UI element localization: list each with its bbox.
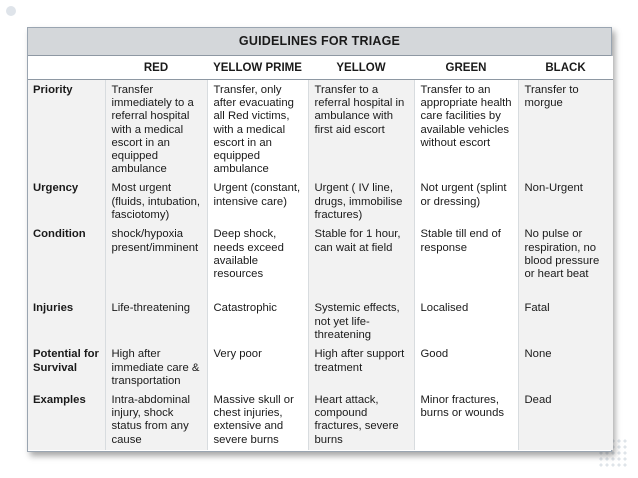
- table-cell: Systemic effects, not yet life-threatening: [308, 298, 414, 344]
- header-row: [28, 56, 613, 80]
- table-cell: Heart attack, compound fractures, severe burns: [308, 390, 414, 450]
- table-cell: Minor fractures, burns or wounds: [414, 390, 518, 450]
- row-label: Potential for Survival: [28, 344, 105, 390]
- table-cell: shock/hypoxia present/imminent: [105, 224, 207, 298]
- table-cell: Localised: [414, 298, 518, 344]
- table-cell: Transfer immediately to a referral hospital with a medical escort in an equipped ambulance: [105, 80, 207, 179]
- table-row-potential-for-survival: [28, 344, 613, 390]
- table-cell: Urgent ( IV line, drugs, immobilise fractures): [308, 178, 414, 224]
- table-cell: High after immediate care & transportation: [105, 344, 207, 390]
- table-cell: Transfer to a referral hospital in ambulance with first aid escort: [308, 80, 414, 179]
- column-header-yellow-prime: YELLOW PRIME: [207, 56, 308, 80]
- table-cell: Most urgent (fluids, intubation, fasciotomy): [105, 178, 207, 224]
- table-row-urgency: [28, 178, 613, 224]
- column-header-green: GREEN: [414, 56, 518, 80]
- row-label: Urgency: [28, 178, 105, 224]
- table-cell: Transfer to morgue: [518, 80, 613, 179]
- table-row-condition: [28, 224, 613, 298]
- table-cell: Fatal: [518, 298, 613, 344]
- table-row-injuries: [28, 298, 613, 344]
- table-cell: Not urgent (splint or dressing): [414, 178, 518, 224]
- column-header-black: BLACK: [518, 56, 613, 80]
- triage-table-panel: [27, 27, 612, 452]
- table-cell: Transfer to an appropriate health care facilities by available vehicles without escort: [414, 80, 518, 179]
- header-blank-cell: [28, 56, 105, 80]
- row-label: Injuries: [28, 298, 105, 344]
- table-cell: None: [518, 344, 613, 390]
- row-label: Priority: [28, 80, 105, 179]
- table-cell: Urgent (constant, intensive care): [207, 178, 308, 224]
- table-cell: Stable for 1 hour, can wait at field: [308, 224, 414, 298]
- column-header-red: RED: [105, 56, 207, 80]
- column-header-yellow: YELLOW: [308, 56, 414, 80]
- table-cell: Catastrophic: [207, 298, 308, 344]
- table-cell: Stable till end of response: [414, 224, 518, 298]
- table-cell: Transfer, only after evacuating all Red victims, with a medical escort in an equipped ambulance: [207, 80, 308, 179]
- table-row-priority: [28, 80, 613, 179]
- table-cell: Life-threatening: [105, 298, 207, 344]
- table-cell: No pulse or respiration, no blood pressure or heart beat: [518, 224, 613, 298]
- table-cell: Intra-abdominal injury, shock status from any cause: [105, 390, 207, 450]
- table-cell: Deep shock, needs exceed available resources: [207, 224, 308, 298]
- decorative-dot: [6, 6, 16, 16]
- table-cell: High after support treatment: [308, 344, 414, 390]
- triage-table: [28, 56, 613, 450]
- table-cell: Massive skull or chest injuries, extensive and severe burns: [207, 390, 308, 450]
- table-cell: Dead: [518, 390, 613, 450]
- table-cell: Good: [414, 344, 518, 390]
- table-row-examples: [28, 390, 613, 450]
- row-label: Examples: [28, 390, 105, 450]
- table-cell: Non-Urgent: [518, 178, 613, 224]
- row-label: Condition: [28, 224, 105, 298]
- table-title: GUIDELINES FOR TRIAGE: [28, 28, 611, 56]
- table-cell: Very poor: [207, 344, 308, 390]
